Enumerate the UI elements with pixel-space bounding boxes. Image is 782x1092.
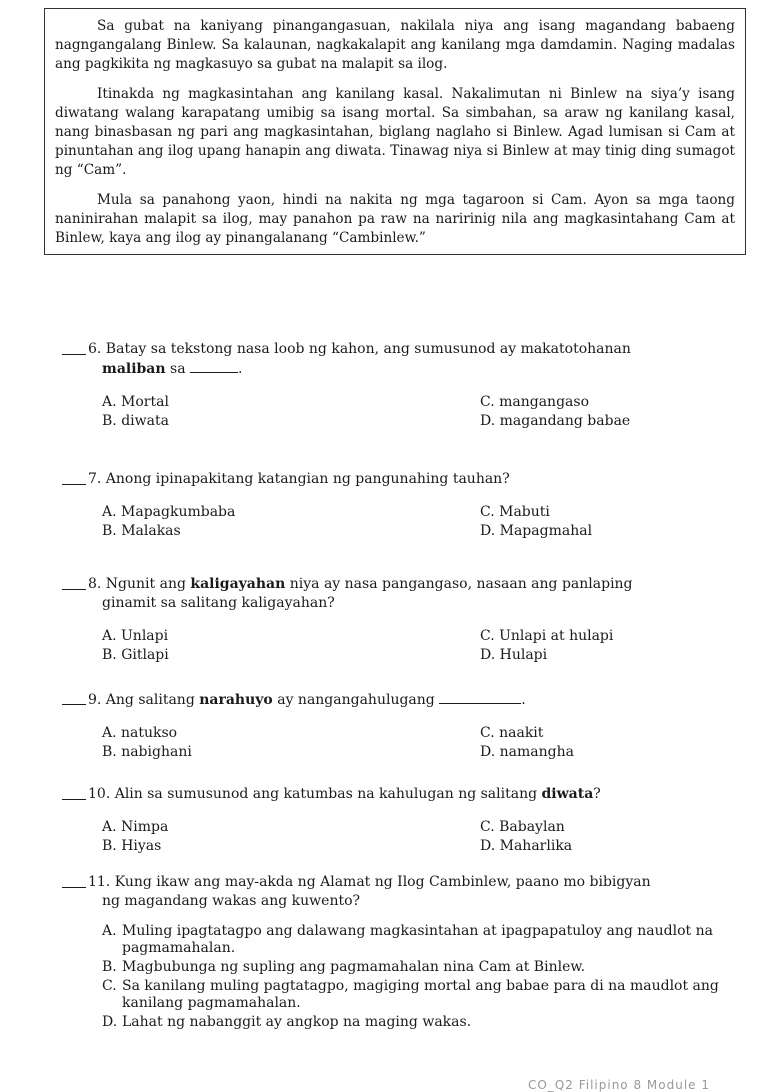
passage-paragraph-3: Mula sa panahong yaon, hindi na nakita ng mga tagaroon si Cam. Ayon sa mga taong naninirahan malapit sa ilog, may panahon pa raw na naririnig nila ang magkasintahang Cam at Binlew, kaya ang ilog ay pinangalanang “Cambinlew.” — [55, 192, 735, 246]
choice-9-d[interactable]: D. namangha — [480, 744, 574, 760]
choice-11-b-letter: B. — [102, 959, 117, 975]
choice-11-a[interactable] — [102, 923, 742, 957]
answer-blank-7[interactable] — [62, 470, 86, 485]
question-10-text — [88, 785, 742, 804]
choices-11 — [62, 923, 742, 1031]
choice-11-a-letter: A. — [102, 923, 117, 939]
question-7-text: 7. Anong ipinapakitang katangian ng pangunahing tauhan? — [88, 471, 510, 487]
question-9-text — [88, 690, 742, 710]
question-10 — [62, 785, 742, 855]
choice-9-a[interactable]: A. natukso — [102, 725, 178, 741]
question-9-pre: 9. Ang salitang — [88, 692, 200, 708]
question-11 — [62, 873, 742, 1033]
choice-8-d[interactable]: D. Hulapi — [480, 647, 548, 663]
fill-blank-9[interactable] — [439, 690, 521, 704]
choice-7-a[interactable]: A. Mapagkumbaba — [102, 504, 236, 520]
question-8-line-2: ginamit sa salitang kaligayahan? — [102, 595, 335, 611]
choices-6 — [62, 393, 742, 430]
answer-blank-10[interactable] — [62, 785, 86, 800]
passage-paragraph-1: Sa gubat na kaniyang pinangangasuan, nakilala niya ang isang magandang babaeng nagngangalang Binlew. Sa kalaunan, nagkakalapit ang kanilang mga damdamin. Naging madalas ang pagkikita ng magkasuyo sa gubat na malapit sa ilog. — [55, 18, 735, 72]
choice-8-a[interactable]: A. Unlapi — [102, 628, 169, 644]
choice-7-b[interactable]: B. Malakas — [102, 523, 181, 539]
choice-10-b[interactable]: B. Hiyas — [102, 838, 162, 854]
question-9-post: ay nangangahulugang — [272, 692, 435, 708]
question-8 — [62, 575, 742, 664]
choice-6-c[interactable]: C. mangangaso — [480, 394, 589, 410]
question-9-bold: narahuyo — [199, 692, 273, 708]
choice-11-d-letter: D. — [102, 1014, 118, 1030]
answer-blank-8[interactable] — [62, 575, 86, 590]
question-8-pre: 8. Ngunit ang — [88, 576, 191, 592]
question-10-post: ? — [593, 786, 601, 802]
choice-7-c[interactable]: C. Mabuti — [480, 504, 550, 520]
passage-paragraph-2: Itinakda ng magkasintahan ang kanilang kasal. Nakalimutan ni Binlew na siya’y isang diwatang walang karapatang umibig sa isang mortal. Sa simbahan, sa araw ng kanilang kasal, nang binasbasan ng pari ang magkasintahan, biglang naglaho si Binlew. Agad lumisan si Cam at pinuntahan ang ilog upang hanapin ang diwata. Tinawag niya si Binlew at may tinig ding sumagot ng “Cam”. — [55, 86, 735, 178]
choice-9-c[interactable]: C. naakit — [480, 725, 544, 741]
choice-6-d[interactable]: D. magandang babae — [480, 413, 631, 429]
question-6-line-2 — [62, 359, 742, 379]
question-10-pre: 10. Alin sa sumusunod ang katumbas na kahulugan ng salitang — [88, 786, 542, 802]
choice-11-a-text: Muling ipagtatagpo ang dalawang magkasintahan at ipagpapatuloy ang naudlot na pagmamahalan. — [122, 923, 713, 956]
question-7 — [62, 470, 742, 540]
question-9-end: . — [521, 692, 526, 708]
question-6-text: 6. Batay sa tekstong nasa loob ng kahon, ang sumusunod ay makatotohanan — [88, 341, 631, 357]
choice-8-c[interactable]: C. Unlapi at hulapi — [480, 628, 614, 644]
question-6-after: sa — [165, 361, 186, 377]
choice-6-a[interactable]: A. Mortal — [102, 394, 169, 410]
choice-11-b-text: Magbubunga ng supling ang pagmamahalan nina Cam at Binlew. — [122, 959, 586, 975]
question-11-text: 11. Kung ikaw ang may-akda ng Alamat ng Ilog Cambinlew, paano mo bibigyan — [88, 874, 651, 890]
question-9 — [62, 690, 742, 761]
choice-10-a[interactable]: A. Nimpa — [102, 819, 169, 835]
question-8-text — [88, 575, 742, 594]
choice-11-b[interactable] — [102, 959, 742, 976]
answer-blank-6[interactable] — [62, 340, 86, 355]
fill-blank-6[interactable] — [190, 359, 238, 373]
choices-10 — [62, 818, 742, 855]
question-8-post: niya ay nasa pangangaso, nasaan ang panlaping — [285, 576, 633, 592]
question-6-end: . — [238, 361, 243, 377]
choice-11-c[interactable] — [102, 978, 742, 1012]
answer-blank-9[interactable] — [62, 690, 86, 705]
answer-blank-11[interactable] — [62, 873, 86, 888]
choice-10-d[interactable]: D. Maharlika — [480, 838, 573, 854]
choices-8 — [62, 627, 742, 664]
passage-box — [44, 8, 746, 255]
choice-11-d-text: Lahat ng nabanggit ay angkop na maging wakas. — [122, 1014, 472, 1030]
choice-10-c[interactable]: C. Babaylan — [480, 819, 565, 835]
question-6 — [62, 340, 742, 430]
choice-11-c-letter: C. — [102, 978, 117, 994]
choices-9 — [62, 724, 742, 761]
choice-11-d[interactable] — [102, 1014, 742, 1031]
choice-7-d[interactable]: D. Mapagmahal — [480, 523, 593, 539]
page-footer: CO_Q2 Filipino 8 Module 1 — [528, 1078, 710, 1092]
question-10-bold: diwata — [541, 786, 594, 802]
choice-9-b[interactable]: B. nabighani — [102, 744, 192, 760]
choice-11-c-text: Sa kanilang muling pagtatagpo, magiging mortal ang babae para di na maudlot ang kanilang pagmamahalan. — [122, 978, 719, 1011]
choices-7 — [62, 503, 742, 540]
choice-6-b[interactable]: B. diwata — [102, 413, 169, 429]
question-11-line-2: ng magandang wakas ang kuwento? — [102, 893, 361, 909]
question-8-bold: kaligayahan — [190, 576, 286, 592]
question-6-bold: maliban — [102, 361, 166, 377]
choice-8-b[interactable]: B. Gitlapi — [102, 647, 169, 663]
